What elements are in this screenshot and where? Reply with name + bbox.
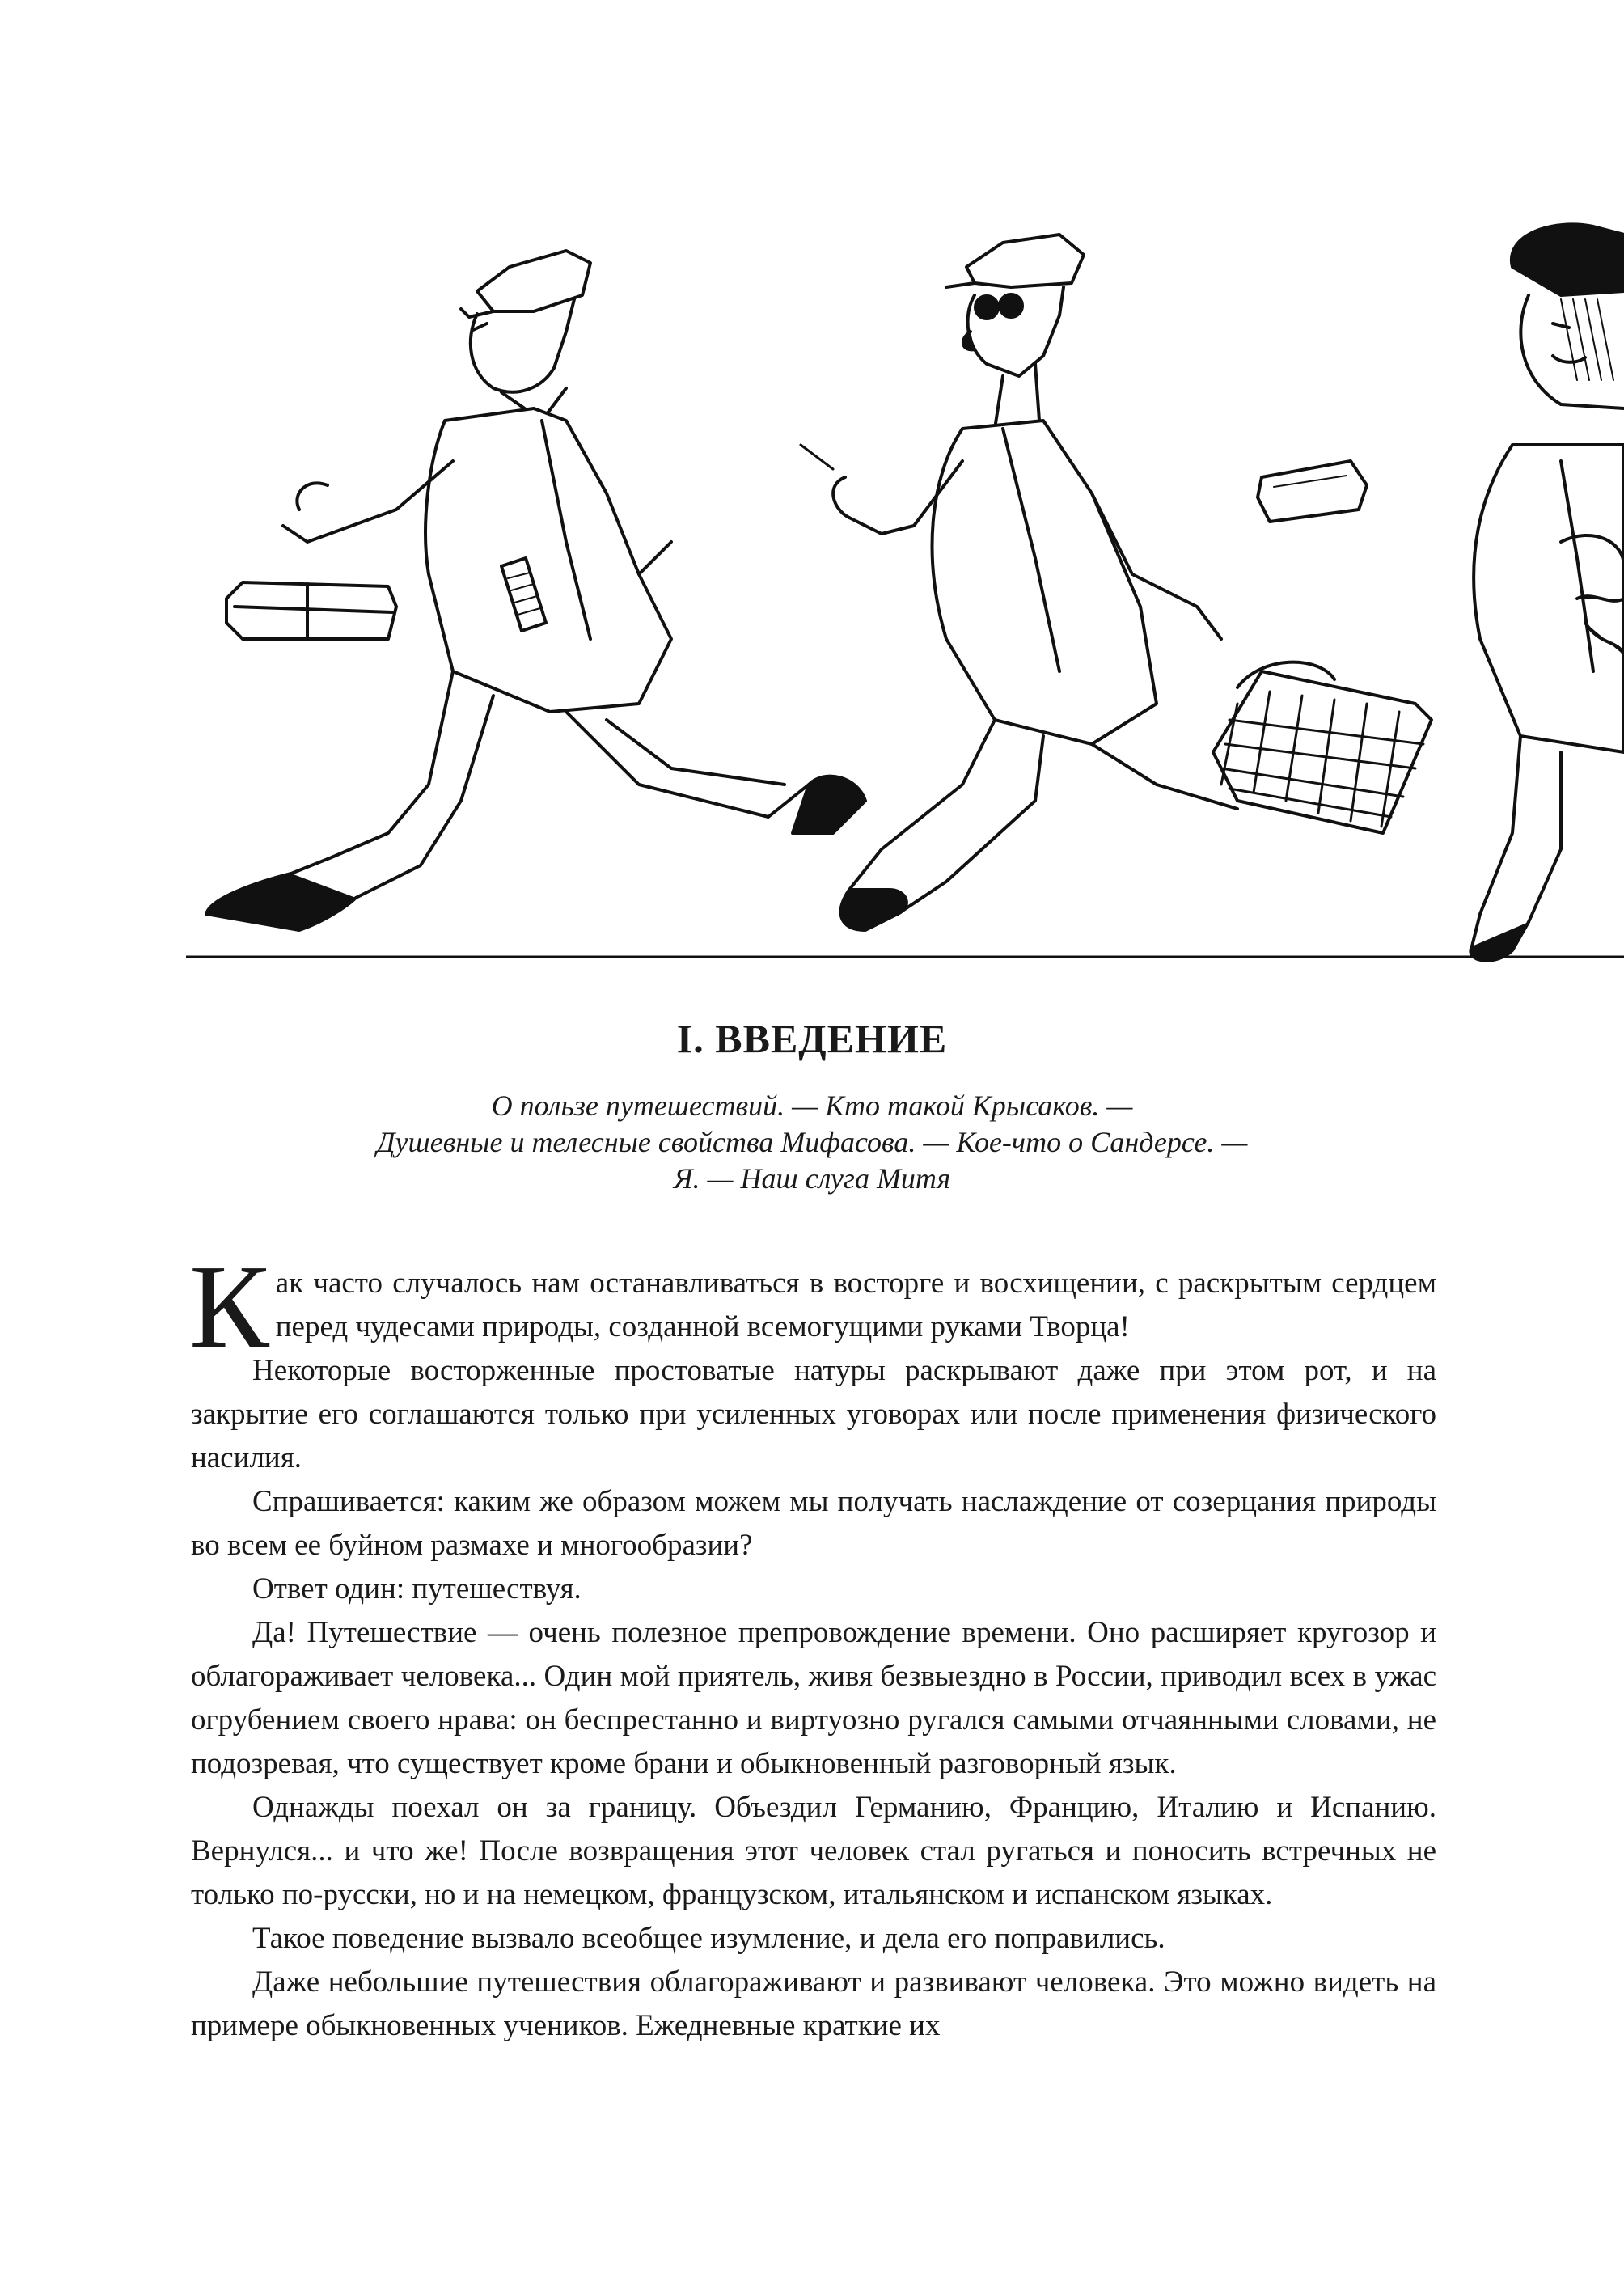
summary-line: Душевные и телесные свойства Мифасова. — Кое-что о Сандерсе. — — [376, 1126, 1248, 1158]
paragraph-text: ак часто случалось нам останавливаться в восторге и восхищении, с раскрытым сердцем перед чудесами природы, созданной всемогущими руками Творца! — [275, 1267, 1436, 1343]
paragraph: Спрашивается: каким же образом можем мы получать наслаждение от созерцания природы во всем ее буйном размахе и многообразии? — [191, 1485, 1436, 1562]
drop-cap: К — [189, 1241, 269, 1373]
paragraph: Однажды поехал он за границу. Объездил Германию, Францию, Италию и Испанию. Вернулся... и что же! После возвращения этот человек стал ругаться и поносить встречных не только по-русски, но и на немецком, французском, итальянском и испанском языках. — [191, 1791, 1436, 1911]
runner-middle — [801, 235, 1432, 930]
paragraph — [189, 1241, 1436, 1373]
summary-line: О пользе путешествий. — Кто такой Крысаков. — — [491, 1089, 1133, 1122]
paragraph: Ответ один: путешествуя. — [252, 1572, 582, 1606]
summary-line: Я. — Наш слуга Митя — [673, 1162, 951, 1195]
running-travelers-illustration — [186, 218, 1624, 971]
chapter-body — [189, 1241, 1436, 2048]
runner-right — [1470, 224, 1624, 960]
paragraph: Некоторые восторженные простоватые натуры раскрывают даже при этом рот, и на закрытие его соглашаются только при усиленных уговорах или после применения физического насилия. — [191, 1354, 1436, 1474]
runner-left — [206, 251, 865, 930]
paragraph: Даже небольшие путешествия облагораживают и развивают человека. Это можно видеть на примере обыкновенных учеников. Ежедневные краткие их — [191, 1965, 1436, 2042]
paragraph: Такое поведение вызвало всеобщее изумление, и дела его поправились. — [252, 1922, 1165, 1955]
paragraph: Да! Путешествие — очень полезное препровождение времени. Оно расширяет кругозор и облагораживает человека... Один мой приятель, живя безвыездно в России, приводил всех в ужас огрубением своего нрава: он беспрестанно и виртуозно ругался самыми отчаянными словами, не подозревая, что существует кроме брани и обыкновенный разговорный язык. — [191, 1616, 1436, 1780]
chapter-title: I. ВВЕДЕНИЕ — [676, 1016, 948, 1061]
plaid-bag — [1213, 662, 1432, 833]
chapter-summary — [0, 1088, 1624, 1197]
